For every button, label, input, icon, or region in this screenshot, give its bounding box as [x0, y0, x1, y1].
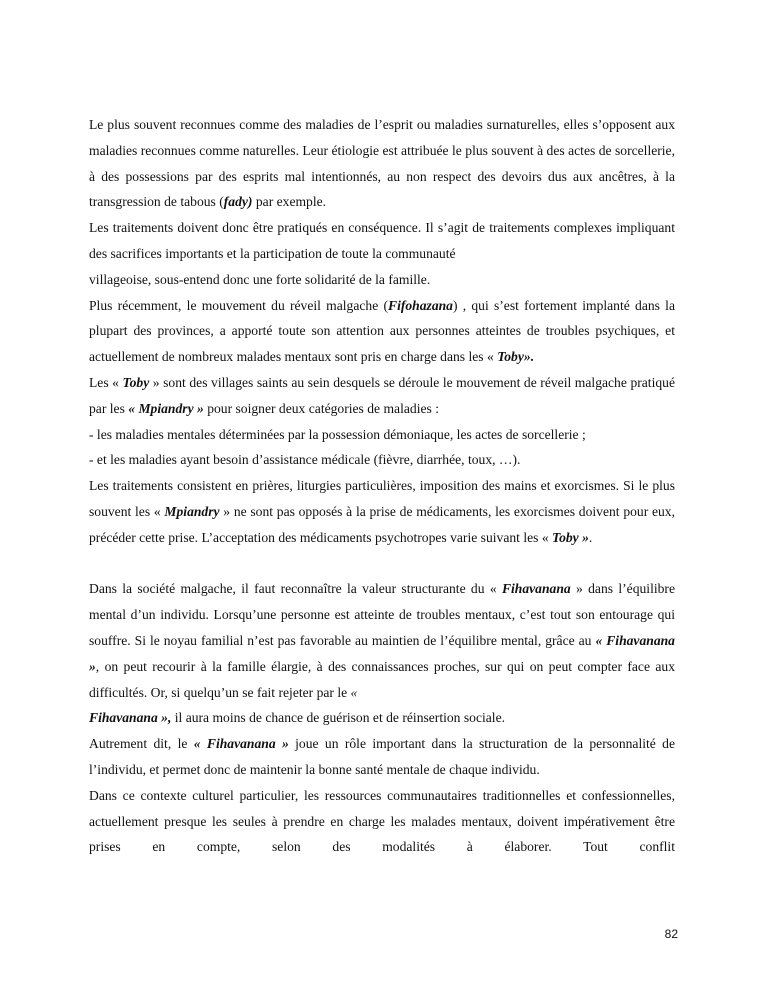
term-fifohazana: Fifohazana [388, 297, 453, 313]
term-fihavanana: « Fihavanana » [193, 736, 289, 752]
list-item-assistance-medicale: - et les maladies ayant besoin d’assistance médicale (fièvre, diarrhée, toux, …). [89, 452, 521, 468]
p3-text-a: Plus récemment, le mouvement du réveil malgache ( [89, 297, 389, 313]
paragraph-toby-villages [89, 370, 675, 422]
p7-text-b: joue un rôle important dans la structuration de la personnalité de l’individu, et permet donc de maintenir la bonne santé mentale de chaque individu. [89, 736, 675, 777]
p6-text-b: » dans l’équilibre mental d’un individu. Lorsqu’une personne est atteinte de troubles mentaux, c’est tout son entourage qui souffre. Si le noyau familial n’est pas favorable au maintien de l’équilibre mental, grâce au [89, 581, 675, 648]
paragraph-traitements-prieres [89, 473, 675, 550]
p1-text-b: par exemple. [252, 194, 327, 210]
paragraph-traitements-b: villageoise, sous-entend donc une forte solidarité de la famille. [89, 271, 431, 287]
paragraph-contexte-culturel: Dans ce contexte culturel particulier, les ressources communautaires traditionnelles et confessionnelles, actuellement presque les seules à prendre en charge les malades mentaux, doivent impérativement être prises en compte, selon des modalités à élaborer. Tout conflit [89, 787, 675, 855]
p4-text-c: pour soigner deux catégories de maladies : [203, 400, 439, 416]
term-mpiandry: « Mpiandry » [128, 400, 204, 416]
term-toby: Toby [497, 349, 524, 365]
body-text [89, 112, 675, 860]
term-fihavanana: Fihavanana [501, 581, 571, 597]
p1-text-a: Le plus souvent reconnues comme des maladies de l’esprit ou maladies surnaturelles, elles s’opposent aux maladies reconnues comme naturelles. Leur étiologie est attribuée le plus souvent à des actes de sorcellerie, à des possessions par des esprits mal intentionnés, au non respect des devoirs dus aux ancêtres, à la transgression de tabous ( [89, 117, 675, 210]
paragraph-reveil-malgache [89, 293, 675, 370]
p6-text-c: , on peut recourir à la famille élargie, à des connaissances proches, sur qui on peut compter face aux difficultés. Or, si quelqu’un se fait rejeter par le [89, 658, 675, 700]
paragraph-autrement-dit [89, 731, 675, 783]
p5-text-c: . [588, 529, 593, 545]
term-fady: fady) [223, 194, 253, 210]
paragraph-gap [89, 551, 675, 577]
p3-text-c: ». [523, 349, 535, 365]
p3-text-b: ) , qui s’est fortement implanté dans la plupart des provinces, a apporté toute son attention aux personnes atteintes de troubles psychiques, et actuellement de nombreux malades mentaux sont pris en charge dans les « [89, 297, 675, 365]
p6-text-a: Dans la société malgache, il faut reconnaître la valeur structurante du « [89, 581, 502, 597]
p5-text-b: » ne sont pas opposés à la prise de médicaments, les exorcismes doivent pour eux, précéder cette prise. L’acceptation des médicaments psychotropes varie suivant les « [89, 503, 675, 545]
p4-text-a: Les « [89, 374, 123, 390]
paragraph-fihavanana [89, 576, 675, 731]
term-toby: Toby [122, 374, 150, 390]
term-mpiandry: Mpiandry [164, 503, 220, 519]
list-item-maladies-mentales: - les maladies mentales déterminées par la possession démoniaque, les actes de sorcellerie ; [89, 426, 586, 442]
p6-quote-open: « [350, 684, 358, 700]
page-number: 82 [664, 927, 678, 941]
p6-text-d: il aura moins de chance de guérison et de réinsertion sociale. [171, 710, 506, 726]
p7-text-a: Autrement dit, le [89, 736, 194, 752]
paragraph-traitements-a: Les traitements doivent donc être pratiqués en conséquence. Il s’agit de traitements complexes impliquant des sacrifices importants et la participation de toute la communauté [89, 220, 675, 261]
term-fihavanana: Fihavanana », [89, 710, 172, 726]
p5-text-a: Les traitements consistent en prières, liturgies particulières, imposition des mains et exorcismes. Si le plus souvent les « [89, 478, 675, 519]
term-toby: Toby » [552, 529, 589, 545]
paragraph-maladies-esprit [89, 112, 675, 215]
p4-text-b: » sont des villages saints au sein desquels se déroule le mouvement de réveil malgache pratiqué par les [89, 374, 675, 416]
term-fihavanana: « Fihavanana » [89, 632, 675, 674]
